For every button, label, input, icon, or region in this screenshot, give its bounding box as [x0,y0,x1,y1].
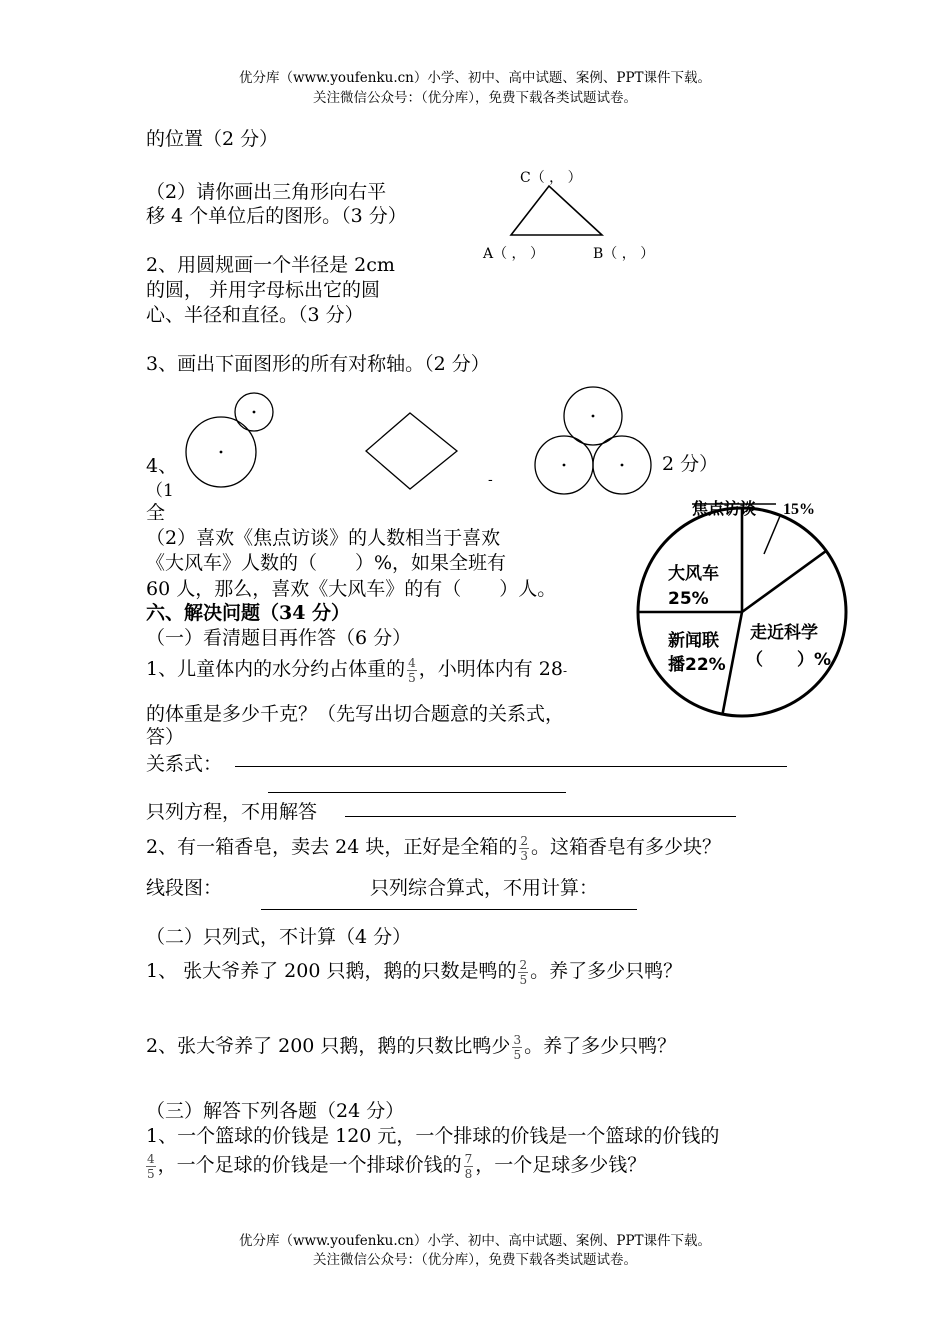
fraction-den: 5 [147,1166,155,1181]
circle-q-line-2: 的圆， 并用字母标出它的圆 [146,279,381,301]
pie-chart [630,490,850,730]
fraction-den: 5 [519,972,528,987]
footer-line-2: 关注微信公众号：（优分库），免费下载各类试题试卷。 [313,1252,637,1268]
triangle-label-a: A（ ， ） [483,246,545,262]
section6-sub1: （一）看清题目再作答（6 分） [146,627,412,649]
section6-sub3: （三）解答下列各题（24 分） [146,1100,405,1122]
s6-q2-line [146,832,721,863]
section6-sub2: （二）只列式，不计算（4 分） [146,926,412,948]
s2-q2-text-b: 。养了多少只鸭？ [524,1035,677,1057]
triangle-label-b: B（ ， ） [593,246,655,262]
pie-value-jiaodian: 15% [783,501,815,518]
fraction-4-5 [146,1152,156,1181]
s6-q2-text-a: 2、有一箱香皂，卖去 24 块，正好是全箱的 [146,836,518,858]
two-circles-figure [186,393,273,487]
fraction-num: 4 [408,655,416,670]
s6-q2-text-b: 。这箱香皂有多少块？ [531,836,722,858]
fraction-den: 3 [520,848,528,863]
fraction-4-5 [407,656,417,685]
q4-fragment-1: （1 [146,481,174,501]
fraction-den: 5 [513,1047,522,1062]
triangle-label-c: C（ ， ） [520,170,582,186]
circle-center-dot [220,451,223,454]
fraction-den: 5 [408,670,416,685]
pie-value-dafengche: 25% [668,589,709,609]
symmetry-figures [180,385,660,500]
s2-q2-line [146,1031,676,1062]
relation-label: 关系式： [146,753,223,775]
s3-q1-text-c: ，一个足球多少钱？ [475,1154,647,1176]
q4-score: 2 分） [662,453,719,475]
q2-line-2: 移 4 个单位后的图形。（3 分） [146,205,407,227]
fraction-num: 3 [513,1032,522,1047]
pie-value-zoujin: （ ）% [746,650,832,670]
s2-q1-line [146,956,682,987]
header-line-1: 优分库（www.youfenku.cn）小学、初中、高中试题、案例、PPT课件下载。 [238,70,712,86]
circle-center-dot [253,411,256,414]
s6-q1-line-1 [146,654,567,685]
fraction-num: 4 [147,1151,155,1166]
fraction-num: 2 [519,957,528,972]
pie-label-zoujin: 走近科学 [750,623,818,643]
fraction-den: 8 [464,1166,473,1181]
q4-p2-line-2: 《大风车》人数的（ ）%，如果全班有 [146,552,507,574]
q2-line-1: （2）请你画出三角形向右平 [146,181,387,203]
pie-value-xinwen: 播22% [668,655,726,675]
s6-q1-dash: - [562,664,568,678]
circle-center-dot [563,464,566,467]
s6-q1-line-3: 答） [146,726,185,748]
circle-q-line-3: 心、半径和直径。（3 分） [146,304,364,326]
relation-answer-line-2[interactable] [268,792,566,793]
pie-slice-boundary [742,551,826,612]
s3-q1-line-2 [146,1150,646,1181]
symmetry-question: 3、画出下面图形的所有对称轴。（2 分） [146,353,490,375]
s3-q1-text-b: ，一个足球的价钱是一个排球价钱的 [157,1154,462,1176]
s6-q1-text-b: ，小明体内有 28 [418,658,563,680]
s3-q1-line-1: 1、一个篮球的价钱是 120 元，一个排球的价钱是一个篮球的价钱的 [146,1125,720,1147]
q4-p2-line-1: （2）喜欢《焦点访谈》的人数相当于喜欢 [146,527,501,549]
triangle-figure [505,180,615,240]
fraction-num: 2 [520,833,528,848]
footer-line-1: 优分库（www.youfenku.cn）小学、初中、高中试题、案例、PPT课件下载。 [238,1233,712,1249]
s2-q1-text-b: 。养了多少只鸭？ [530,960,683,982]
pie-label-xinwen: 新闻联 [668,631,719,651]
three-circles-figure [535,387,651,494]
continued-text: 的位置（2 分） [146,128,279,150]
circle-center-dot [621,464,624,467]
pie-pointer-line [764,516,780,554]
q4-fragment-2: 全 [146,502,166,524]
circle-center-dot [592,415,595,418]
s6-q1-text-a: 1、儿童体内的水分约占体重的 [146,658,406,680]
fraction-num: 7 [464,1151,473,1166]
equation-label: 只列方程，不用解答 [146,801,318,823]
relation-answer-line[interactable] [235,766,787,767]
fraction-3-5 [512,1033,522,1062]
s2-q2-text-a: 2、张大爷养了 200 只鹅，鹅的只数比鸭少 [146,1035,511,1057]
q4-dash: - [488,472,493,488]
q4-p2-line-3: 60 人，那么，喜欢《大风车》的有（ ）人。 [146,578,557,600]
header-line-2: 关注微信公众号：（优分库），免费下载各类试题试卷。 [313,90,637,106]
equation-answer-line[interactable] [345,816,736,817]
circle-q-line-1: 2、用圆规画一个半径是 2cm [146,254,395,276]
pie-label-jiaodian: 焦点访谈 [692,499,757,518]
pie-label-dafengche: 大风车 [668,564,719,584]
rhombus-figure [366,413,457,489]
fraction-2-3 [519,834,529,863]
formula-answer-line[interactable] [261,909,637,910]
fraction-7-8 [464,1152,474,1181]
section6-title: 六、解决问题（34 分） [146,602,351,624]
q4-start: 4、 [146,455,178,477]
segment-diagram-label: 线段图： [146,877,223,899]
formula-label: 只列综合算式，不用计算： [370,877,599,899]
s6-q1-line-2: 的体重是多少千克？（先写出切合题意的关系式， [146,703,565,725]
fraction-2-5 [518,958,528,987]
s2-q1-text-a: 1、 张大爷养了 200 只鹅，鹅的只数是鸭的 [146,960,517,982]
